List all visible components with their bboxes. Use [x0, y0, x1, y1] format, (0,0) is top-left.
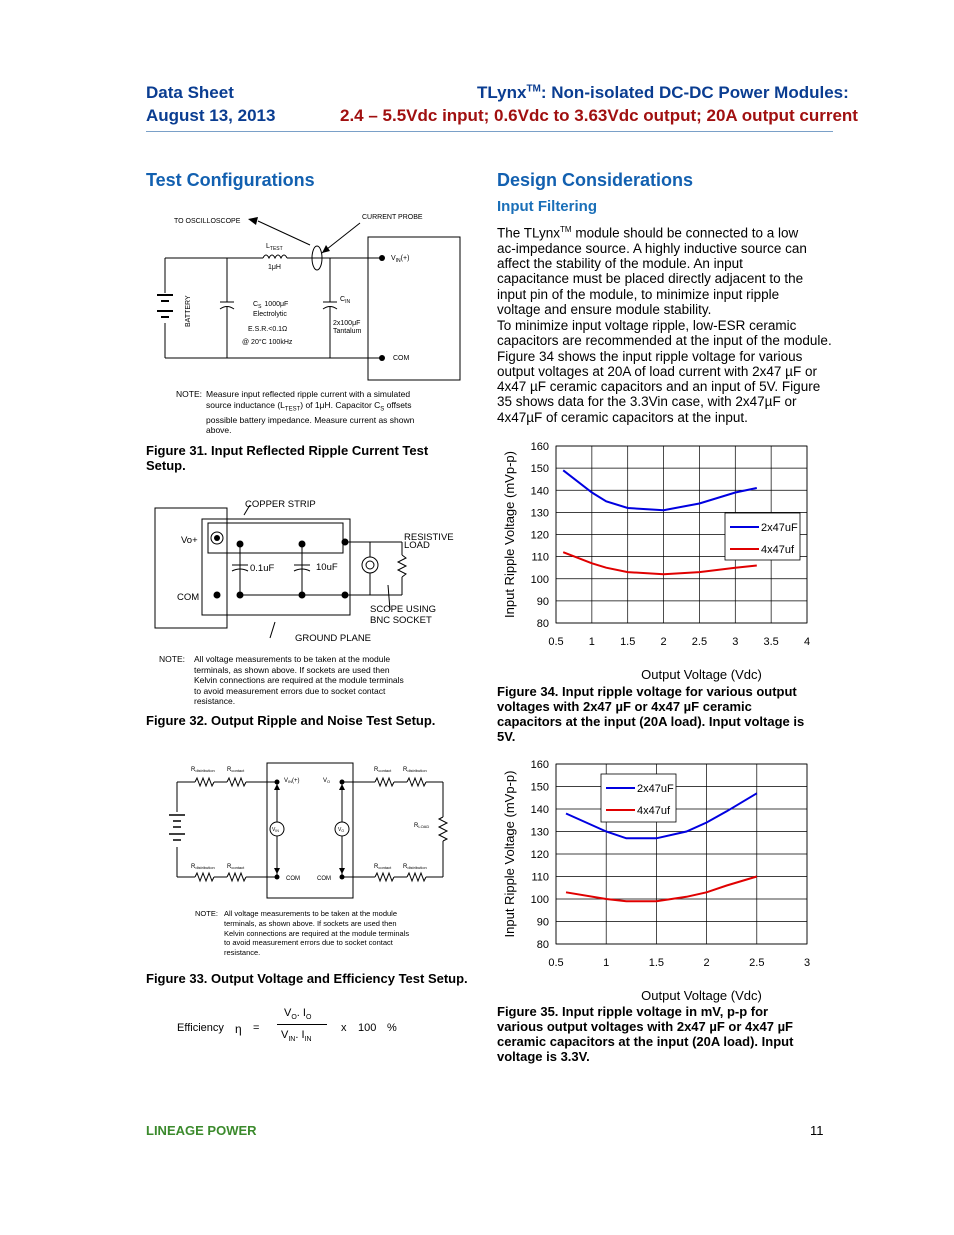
vin-meter-label: $V_{IN}$ — [272, 827, 279, 833]
input-filtering-subtitle: Input Filtering — [497, 198, 597, 215]
efficiency-label: Efficiency — [177, 1022, 224, 1034]
figure-34-caption: Figure 34. Input ripple voltage for various output voltages with 2x47 µF or 4x47 µF ceramic capacitors at the input (20A load). Input voltage is 5V. — [497, 684, 805, 744]
y-tick-label: 140 — [530, 804, 549, 816]
y-tick-label: 100 — [530, 894, 549, 906]
ground-plane-label: GROUND PLANE — [295, 633, 372, 644]
esr-label: E.S.R.<0.1Ω — [248, 326, 288, 333]
figure-32-note-label: NOTE: — [159, 654, 185, 664]
figure-31-caption: Figure 31. Input Reflected Ripple Current Test Setup. — [146, 443, 429, 473]
vo-label: Vo+ — [181, 535, 198, 546]
vo-label: VO — [323, 778, 331, 784]
r-contact-br: Rcontact — [374, 864, 392, 870]
y-tick-label: 120 — [530, 529, 549, 542]
figure-33-note: All voltage measurements to be taken at the module terminals, as shown above. If sockets are used then Kelvin connections are required at the module terminals to avoid measurement errors due to socket contact resistance. — [224, 909, 410, 958]
x-tick-label: 3 — [732, 636, 739, 648]
com-label: COM — [177, 592, 200, 603]
x-tick-label: 4 — [803, 636, 811, 648]
current-probe-label: CURRENT PROBE — [362, 214, 423, 221]
x-tick-label: 2 — [660, 636, 667, 648]
x-axis-label: Output Voltage (Vdc) — [641, 667, 762, 682]
rload-label: RLOAD — [414, 823, 430, 829]
percent-sign: % — [387, 1022, 397, 1034]
copper-strip-label: COPPER STRIP — [245, 499, 316, 510]
legend-label: 2x47uF — [761, 522, 798, 534]
legend-label: 2x47uF — [637, 783, 674, 795]
ltest-label: $L_{TEST}$ — [266, 243, 283, 252]
r-contact-bl: Rcontact — [227, 864, 245, 870]
legend-label: 4x47uf — [637, 805, 671, 817]
header-product-specs: 2.4 – 5.5Vdc input; 0.6Vdc to 3.63Vdc output; 20A output current — [340, 106, 858, 125]
r-distribution-br: Rdistribution — [403, 864, 427, 870]
x-tick-label: 1.5 — [620, 636, 636, 648]
y-tick-label: 160 — [530, 759, 549, 771]
figure-33-caption: Figure 33. Output Voltage and Efficiency Test Setup. — [146, 971, 468, 986]
cs-label: $C_S$ 1000μF — [253, 301, 289, 310]
tantalum-label: Tantalum — [333, 328, 362, 335]
figure-35-caption: Figure 35. Input ripple voltage in mV, p-p for various output voltages with 2x47 µF or 4x47 µF ceramic capacitors at the input (20A load). Input voltage is 3.3V. — [497, 1004, 794, 1064]
equals-sign: = — [253, 1022, 260, 1034]
paragraph-1: The TLynx™ module should be connected to a low ac-impedance source. A highly inductive source can affect the stability of the module. An input capacitance must be placed directly adjacent to the input pin of the module, to minimize input ripple voltage and ensure module stability. — [497, 225, 807, 317]
y-tick-label: 140 — [530, 485, 549, 498]
tantalum-value: 2x100μF — [333, 320, 361, 327]
ltest-value: 1μH — [268, 264, 281, 271]
design-considerations-title: Design Considerations — [497, 170, 694, 190]
figure-32-note: All voltage measurements to be taken at the module terminals, as shown above. If sockets are used then Kelvin connections are required at the module terminals to avoid measurement errors due to socket contact resistance. — [194, 654, 404, 706]
x-tick-label: 1.5 — [648, 957, 665, 969]
x-tick-label: 3 — [803, 957, 811, 969]
bnc-label: BNC SOCKET — [370, 615, 432, 626]
efficiency-denominator: $V_{IN}$. $I_{IN}$ — [281, 1029, 312, 1044]
y-axis-label: Input Ripple Voltage (mVp-p) — [502, 451, 517, 618]
x-axis-label: Output Voltage (Vdc) — [641, 988, 762, 1003]
eta-symbol: η — [235, 1022, 242, 1036]
load-label: LOAD — [404, 540, 430, 551]
y-tick-label: 80 — [536, 939, 549, 951]
vin-label: $V_{IN}(+)$ — [391, 255, 410, 264]
x-tick-label: 2.5 — [749, 957, 765, 969]
figure-34-chart — [497, 437, 837, 682]
y-tick-label: 90 — [536, 595, 549, 608]
com-label-2: COM — [317, 876, 331, 882]
fraction-bar — [277, 1024, 327, 1025]
vo-meter-label: $V_O$ — [338, 827, 345, 833]
x-tick-label: 0.5 — [548, 636, 564, 648]
y-tick-label: 90 — [536, 916, 549, 929]
y-tick-label: 150 — [530, 463, 549, 476]
figure-31-note-label: NOTE: — [176, 389, 202, 399]
header-date: August 13, 2013 — [146, 106, 276, 125]
battery-label: BATTERY — [185, 295, 192, 327]
cap-10uf-label: 10uF — [316, 562, 338, 573]
header-doc-type: Data Sheet — [146, 83, 234, 102]
r-distribution-bl: Rdistribution — [191, 864, 215, 870]
x-tick-label: 0.5 — [548, 957, 564, 969]
y-tick-label: 160 — [530, 441, 549, 453]
figure-31-note: Measure input reflected ripple current with a simulated source inductance $(L_{TEST})$ of 1μH. Capacitor $C_S$ offsets possible battery impedance. Measure current as shown above. — [206, 389, 415, 436]
electrolytic-label: Electrolytic — [253, 311, 287, 318]
y-tick-label: 130 — [530, 507, 549, 520]
x-tick-label: 1 — [603, 957, 610, 969]
r-distribution-tr: Rdistribution — [403, 767, 427, 773]
scope-label: SCOPE USING — [370, 604, 436, 615]
freq-label: @ 20°C 100kHz — [242, 339, 293, 346]
com-label-1: COM — [286, 876, 300, 882]
com-label: COM — [393, 355, 410, 362]
figure-35-chart — [497, 755, 837, 1003]
test-configurations-title: Test Configurations — [146, 170, 315, 190]
cin-label: $C_{IN}$ — [340, 296, 351, 305]
efficiency-numerator: $V_O$. $I_O$ — [284, 1007, 312, 1022]
header-rule — [146, 131, 833, 132]
y-axis-label: Input Ripple Voltage (mVp-p) — [502, 770, 517, 938]
x-tick-label: 1 — [588, 636, 595, 648]
figure-33-schematic — [165, 760, 450, 905]
x-tick-label: 2 — [703, 957, 710, 969]
vin-label: VIN(+) — [284, 778, 300, 784]
hundred: 100 — [358, 1022, 377, 1034]
figure-32-schematic — [150, 495, 470, 650]
x-tick-label: 3.5 — [763, 636, 779, 648]
r-contact-tl: Rcontact — [227, 767, 245, 773]
footer-brand: LINEAGE POWER — [146, 1123, 257, 1138]
times-sign: x — [341, 1022, 347, 1034]
y-tick-label: 100 — [530, 573, 549, 586]
series-line-4x47uf — [566, 877, 757, 902]
y-tick-label: 110 — [531, 551, 549, 564]
page-number: 11 — [810, 1123, 824, 1138]
y-tick-label: 150 — [530, 781, 549, 794]
r-contact-tr: Rcontact — [374, 767, 392, 773]
y-tick-label: 120 — [530, 849, 549, 861]
legend-label: 4x47uf — [761, 544, 795, 556]
figure-32-caption: Figure 32. Output Ripple and Noise Test Setup. — [146, 713, 436, 728]
y-tick-label: 110 — [531, 871, 549, 884]
r-distribution-tl: Rdistribution — [191, 767, 215, 773]
to-oscilloscope-label: TO OSCILLOSCOPE — [174, 218, 241, 225]
cap-01uf-label: 0.1uF — [250, 563, 275, 574]
y-tick-label: 130 — [530, 826, 549, 839]
paragraph-2: To minimize input voltage ripple, low-ESR ceramic capacitors are recommended at the input of the module. Figure 34 shows the input ripple voltage for various output voltages at 20A of load current with 2x47 µF or 4x47 µF ceramic capacitors and an input of 5V. Figure 35 shows data for the 3.3Vin case, with 2x47µF or 4x47µF of ceramic capacitors at the input. — [497, 318, 832, 425]
resistive-label: RESISTIVE — [404, 532, 454, 543]
figure-33-note-label: NOTE: — [195, 909, 218, 918]
header-product-title: TLynx™: Non-isolated DC-DC Power Modules: — [477, 83, 849, 102]
y-tick-label: 80 — [536, 618, 549, 630]
x-tick-label: 2.5 — [691, 636, 708, 648]
